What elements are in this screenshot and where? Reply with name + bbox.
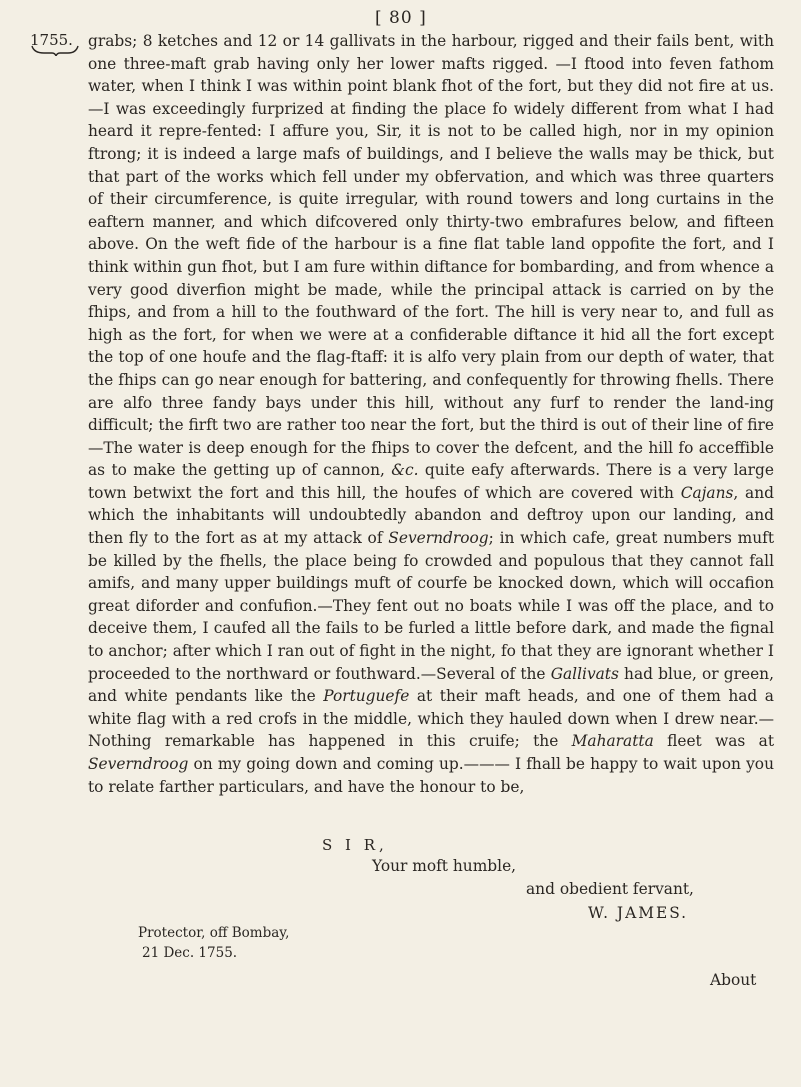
closing-line-2: and obedient fervant, <box>526 880 694 898</box>
dateline <box>138 923 289 963</box>
place-severndroog-2: Severndroog <box>88 755 189 773</box>
signature: W. JAMES. <box>588 904 689 922</box>
dateline-date: 21 Dec. 1755. <box>142 945 238 961</box>
place-severndroog: Severndroog <box>388 529 489 548</box>
page-number: [ 80 ] <box>375 8 427 28</box>
term-maharatta: Maharatta <box>571 732 654 751</box>
closing-line-1: Your moft humble, <box>372 857 517 875</box>
margin-year: 1755. <box>30 31 73 49</box>
salutation: S I R, <box>322 836 388 854</box>
dateline-place: Protector, off Bombay, <box>138 925 290 941</box>
term-portuguese: Portuguefe <box>323 687 410 706</box>
term-gallivats: Gallivats <box>550 664 619 683</box>
letter-paragraph: grabs; 8 ketches and 12 or 14 gallivats in the harbour, rigged and their fails bent, with one three-maft grab having only her lower mafts rigged. —I ftood into feven fathom water, when I think I was within point blank fhot of the fort, but they did not fire at us.—I was exceedingly furprized at finding the place fo widely different from what I had heard it repre-fented: I affure you, Sir, it is not to be called high, nor in my opinion ftrong; it is indeed a large mafs of buildings, and I believe the walls may be thick, but that part of the works which fell under my obfervation, and which was three quarters of their circumference, is quite irregular, with round towers and long curtains in the eaftern manner, and which difcovered only thirty-two embrafures below, and fifteen above. On the weft fide of the harbour is a fine flat table land oppofite the fort, and I think within gun fhot, but I am fure within diftance for bombarding, and from whence a very good diverfion might be made, while the principal attack is carried on by the fhips, and from a hill to the fouthward of the fort. The hill is very near to, and full as high as the fort, for when we were at a confiderable diftance it hid all the fort except the top of one houfe and the flag-ftaff: it is alfo very plain from our depth of water, that the fhips can go near enough for battering, and confequently for throwing fhells. There are alfo three fandy bays under this hill, without any furf to render the land-ing difficult; the firft two are rather too near the fort, but the third is out of their line of fire—The water is deep enough for the fhips to cover the defcent, and the hill fo acceffible as to make the getting up of cannon, &c. quite eafy afterwards. There is a very large town betwixt the fort and this hill, the houfes of which are covered with Cajans, and which the inhabitants will undoubtedly abandon and deftroy upon our landing, and then fly to the fort as at my attack of Severndroog; in which cafe, great numbers muft be killed by the fhells, the place being fo crowded and populous that they cannot fall amifs, and many upper buildings muft of courfe be knocked down, which will occafion great diforder and confufion.—They fent out no boats while I was off the place, and to deceive them, I caufed all the fails to be furled a little before dark, and made the fignal to anchor; after which I ran out of fight in the night, fo that they are ignorant whether I proceeded to the northward or fouthward.—Several of the Gallivats had blue, or green, and white pendants like the Portuguefe at their maft heads, and one of them had a white flag with a red crofs in the middle, which they hauled down when I drew near.—Nothing remarkable has happened in this cruife; the Maharatta fleet was at Severndroog on my going down and coming up.——— I fhall be happy to wait upon you to relate farther particulars, and have the honour to be, <box>88 32 775 796</box>
letter-body <box>88 30 774 798</box>
term-cajans: Cajans <box>680 483 734 502</box>
etc-abbreviation: &c. <box>391 461 419 480</box>
catchword: About <box>710 971 757 989</box>
margin-brace-ornament <box>30 44 80 56</box>
